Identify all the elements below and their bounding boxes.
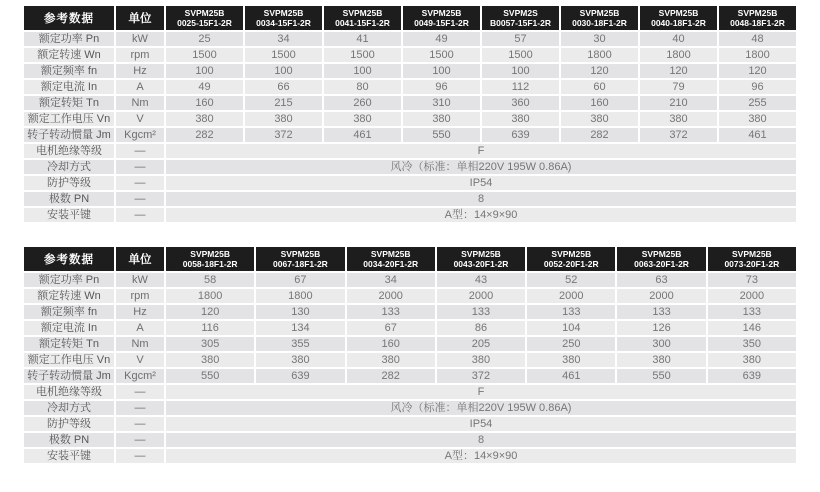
row-label: 额定功率 Pn [24,32,114,46]
value-cell: 86 [437,321,525,335]
value-cell: 63 [617,273,705,287]
row-label: 转子转动惯量 Jm [24,369,114,383]
value-cell: 282 [561,128,638,142]
value-cell: 250 [527,337,615,351]
model-code: 0048-18F1-2R [730,18,785,28]
value-cell: 49 [403,32,480,46]
value-cell: 57 [482,32,559,46]
value-cell: 305 [166,337,254,351]
value-cell: 1800 [561,48,638,62]
model-header [437,247,525,271]
value-cell: 120 [719,64,796,78]
value-cell: 372 [437,369,525,383]
model-series: SVPM2S [503,8,538,18]
value-cell: 160 [561,96,638,110]
unit-cell: V [116,353,164,367]
value-cell: 160 [166,96,243,110]
model-series: SVPM25B [421,8,462,18]
value-cell: 43 [437,273,525,287]
spec-row [24,385,796,399]
model-series: SVPM25B [461,249,501,259]
unit-cell: V [116,112,164,126]
model-code: 0043-20F1-2R [453,259,509,269]
value-cell: 1500 [245,48,322,62]
model-code: 0073-20F1-2R [724,259,780,269]
model-code: 0052-20F1-2R [543,259,599,269]
value-cell: 120 [166,305,254,319]
value-cell: 130 [256,305,344,319]
model-series: SVPM25B [658,8,699,18]
row-label: 额定转矩 Tn [24,337,114,351]
merged-value-cell: 8 [166,192,796,206]
model-header [403,6,480,30]
value-cell: 215 [245,96,322,110]
spec-row [24,112,796,126]
value-cell: 133 [437,305,525,319]
value-cell: 300 [617,337,705,351]
merged-value-cell: 风冷（标准：单相220V 195W 0.86A) [166,401,796,415]
value-cell: 126 [617,321,705,335]
model-code: 0030-18F1-2R [572,18,627,28]
row-label: 额定频率 fn [24,305,114,319]
unit-cell: — [116,449,164,463]
value-cell: 120 [640,64,717,78]
row-label: 电机绝缘等级 [24,144,114,158]
row-label: 冷却方式 [24,160,114,174]
model-code: 0034-20F1-2R [363,259,419,269]
value-cell: 380 [166,112,243,126]
spec-row [24,273,796,287]
row-label: 额定频率 fn [24,64,114,78]
value-cell: 550 [166,369,254,383]
spec-row [24,32,796,46]
merged-value-cell: 风冷（标准：单相220V 195W 0.86A) [166,160,796,174]
value-cell: 100 [166,64,243,78]
value-cell: 360 [482,96,559,110]
unit-cell: — [116,192,164,206]
value-cell: 2000 [527,289,615,303]
merged-value-cell: IP54 [166,417,796,431]
value-cell: 160 [347,337,435,351]
value-cell: 41 [324,32,401,46]
spec-row [24,305,796,319]
model-code: 0025-15F1-2R [177,18,232,28]
value-cell: 550 [617,369,705,383]
value-cell: 100 [245,64,322,78]
value-cell: 67 [347,321,435,335]
value-cell: 30 [561,32,638,46]
value-cell: 380 [527,353,615,367]
value-cell: 639 [482,128,559,142]
value-cell: 40 [640,32,717,46]
value-cell: 350 [708,337,796,351]
value-cell: 104 [527,321,615,335]
value-cell: 48 [719,32,796,46]
value-cell: 58 [166,273,254,287]
unit-cell: A [116,321,164,335]
value-cell: 120 [561,64,638,78]
model-code: 0063-20F1-2R [634,259,689,269]
value-cell: 133 [347,305,435,319]
model-series: SVPM25B [551,249,592,259]
value-cell: 205 [437,337,525,351]
value-cell: 372 [640,128,717,142]
row-label: 额定电流 In [24,80,114,94]
spec-table-1 [22,4,798,224]
model-code: 0034-15F1-2R [256,18,311,28]
unit-cell: — [116,401,164,415]
unit-cell: rpm [116,289,164,303]
spec-row [24,144,796,158]
unit-cell: Kgcm² [116,369,164,383]
model-header [527,247,615,271]
value-cell: 380 [708,353,796,367]
model-header [617,247,705,271]
unit-header: 单位 [116,247,164,271]
value-cell: 134 [256,321,344,335]
row-label: 防护等级 [24,176,114,190]
model-series: SVPM25B [737,8,778,18]
row-label: 极数 PN [24,192,114,206]
model-code: B0057-15F1-2R [490,18,551,28]
value-cell: 210 [640,96,717,110]
value-cell: 380 [166,353,254,367]
header-row [24,6,796,30]
unit-cell: — [116,417,164,431]
row-label: 额定功率 Pn [24,273,114,287]
value-cell: 34 [245,32,322,46]
value-cell: 1500 [403,48,480,62]
row-label: 额定工作电压 Vn [24,112,114,126]
unit-cell: Hz [116,305,164,319]
value-cell: 639 [256,369,344,383]
value-cell: 49 [166,80,243,94]
model-header [561,6,638,30]
value-cell: 380 [561,112,638,126]
model-code: 0040-18F1-2R [651,18,706,28]
unit-cell: Nm [116,96,164,110]
unit-cell: kW [116,273,164,287]
model-series: SVPM25B [190,249,230,259]
model-series: SVPM25B [370,249,411,259]
value-cell: 1800 [166,289,254,303]
value-cell: 380 [347,353,435,367]
merged-value-cell: IP54 [166,176,796,190]
value-cell: 1800 [256,289,344,303]
row-label: 额定转速 Wn [24,289,114,303]
row-label: 防护等级 [24,417,114,431]
unit-cell: — [116,433,164,447]
merged-value-cell: F [166,144,796,158]
spec-row [24,192,796,206]
header-row [24,247,796,271]
value-cell: 73 [708,273,796,287]
value-cell: 461 [527,369,615,383]
model-header [245,6,322,30]
spec-row [24,353,796,367]
spec-row [24,417,796,431]
unit-cell: — [116,208,164,222]
spec-row [24,337,796,351]
spec-row [24,96,796,110]
value-cell: 67 [256,273,344,287]
model-code: 0058-18F1-2R [182,259,238,269]
unit-cell: Hz [116,64,164,78]
value-cell: 380 [324,112,401,126]
value-cell: 25 [166,32,243,46]
unit-cell: — [116,385,164,399]
row-label: 额定工作电压 Vn [24,353,114,367]
value-cell: 380 [719,112,796,126]
value-cell: 260 [324,96,401,110]
value-cell: 66 [245,80,322,94]
row-label: 电机绝缘等级 [24,385,114,399]
value-cell: 100 [403,64,480,78]
spec-row [24,128,796,142]
model-code: 0067-18F1-2R [273,259,328,269]
model-series: SVPM25B [280,249,321,259]
unit-cell: Nm [116,337,164,351]
row-label: 额定转速 Wn [24,48,114,62]
model-code: 0041-15F1-2R [335,18,390,28]
spec-row [24,48,796,62]
model-series: SVPM25B [732,249,772,259]
value-cell: 380 [437,353,525,367]
spec-row [24,369,796,383]
value-cell: 34 [347,273,435,287]
value-cell: 52 [527,273,615,287]
value-cell: 2000 [617,289,705,303]
merged-value-cell: 8 [166,433,796,447]
unit-cell: — [116,160,164,174]
value-cell: 100 [324,64,401,78]
value-cell: 96 [719,80,796,94]
model-header [719,6,796,30]
value-cell: 372 [245,128,322,142]
merged-value-cell: A型：14×9×90 [166,449,796,463]
model-header [166,6,243,30]
value-cell: 2000 [347,289,435,303]
reference-data-header: 参考数据 [24,6,114,30]
value-cell: 380 [245,112,322,126]
value-cell: 2000 [708,289,796,303]
row-label: 安装平键 [24,208,114,222]
value-cell: 380 [403,112,480,126]
value-cell: 116 [166,321,254,335]
model-code: 0049-15F1-2R [414,18,469,28]
value-cell: 60 [561,80,638,94]
unit-cell: A [116,80,164,94]
model-header [324,6,401,30]
value-cell: 100 [482,64,559,78]
value-cell: 112 [482,80,559,94]
value-cell: 355 [256,337,344,351]
spec-row [24,160,796,174]
model-header [640,6,717,30]
value-cell: 1500 [324,48,401,62]
row-label: 额定电流 In [24,321,114,335]
model-header [708,247,796,271]
spec-row [24,401,796,415]
value-cell: 133 [617,305,705,319]
value-cell: 461 [719,128,796,142]
value-cell: 79 [640,80,717,94]
spec-table-2 [22,245,798,465]
value-cell: 550 [403,128,480,142]
value-cell: 133 [527,305,615,319]
unit-cell: kW [116,32,164,46]
unit-cell: Kgcm² [116,128,164,142]
model-series: SVPM25B [342,8,383,18]
row-label: 冷却方式 [24,401,114,415]
spec-row [24,208,796,222]
model-header [256,247,344,271]
value-cell: 310 [403,96,480,110]
unit-cell: rpm [116,48,164,62]
spec-row [24,64,796,78]
value-cell: 461 [324,128,401,142]
model-series: SVPM25B [579,8,620,18]
value-cell: 380 [256,353,344,367]
model-header [482,6,559,30]
value-cell: 80 [324,80,401,94]
value-cell: 282 [347,369,435,383]
value-cell: 1500 [482,48,559,62]
row-label: 转子转动惯量 Jm [24,128,114,142]
value-cell: 639 [708,369,796,383]
unit-header: 单位 [116,6,164,30]
value-cell: 255 [719,96,796,110]
model-series: SVPM25B [263,8,304,18]
row-label: 额定转矩 Tn [24,96,114,110]
spec-row [24,321,796,335]
unit-cell: — [116,144,164,158]
merged-value-cell: A型：14×9×90 [166,208,796,222]
value-cell: 96 [403,80,480,94]
value-cell: 1800 [719,48,796,62]
value-cell: 380 [640,112,717,126]
row-label: 极数 PN [24,433,114,447]
model-series: SVPM25B [184,8,225,18]
model-series: SVPM25B [641,249,682,259]
spec-row [24,449,796,463]
spec-row [24,176,796,190]
value-cell: 1800 [640,48,717,62]
spec-row [24,433,796,447]
reference-data-header: 参考数据 [24,247,114,271]
value-cell: 282 [166,128,243,142]
row-label: 安装平键 [24,449,114,463]
model-header [347,247,435,271]
value-cell: 380 [617,353,705,367]
value-cell: 133 [708,305,796,319]
spec-row [24,80,796,94]
value-cell: 1500 [166,48,243,62]
value-cell: 380 [482,112,559,126]
unit-cell: — [116,176,164,190]
value-cell: 2000 [437,289,525,303]
model-header [166,247,254,271]
value-cell: 146 [708,321,796,335]
merged-value-cell: F [166,385,796,399]
spec-row [24,289,796,303]
